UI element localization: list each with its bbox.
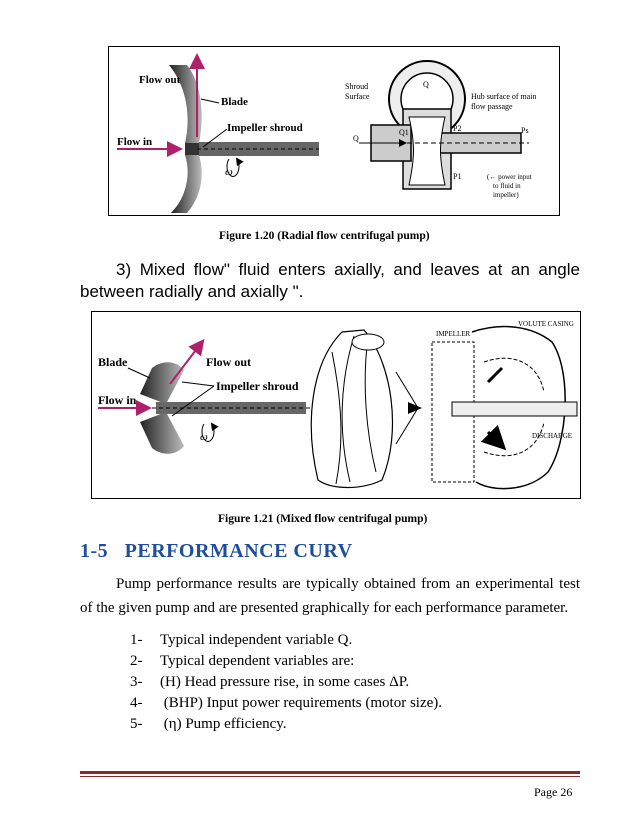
figure2-caption: Figure 1.21 (Mixed flow centrifugal pump) <box>218 513 428 525</box>
section-number: 1-5 <box>80 540 109 562</box>
fig1-hub-label-2: flow passage <box>471 102 513 111</box>
figure-mixed-flow-pump <box>91 311 581 499</box>
fig1-shroud-label-2: Surface <box>345 92 370 101</box>
page-number: Page 26 <box>534 785 573 799</box>
fig2-volute-label: VOLUTE CASING <box>518 320 574 328</box>
fig1-blade-label: Blade <box>221 96 248 108</box>
fig2-flow-in-label: Flow in <box>98 393 137 407</box>
fig2-omega-label: ω <box>200 431 208 443</box>
fig1-q-top-label: Q <box>423 80 429 89</box>
fig1-p1-label: P1 <box>453 172 462 181</box>
performance-paragraph: Pump performance results are typically obtained from an experimental test of the given pump and are presented graphically for each performance parameter. <box>80 576 580 616</box>
fig1-power-label-2: to fluid in <box>493 182 521 190</box>
fig1-q1-label: Q1 <box>399 128 409 137</box>
list-item: 3- (H) Head pressure rise, in some cases ΔP. <box>130 674 410 690</box>
fig2-impeller-shroud-label: Impeller shroud <box>216 379 299 393</box>
figure-radial-flow-pump <box>108 46 560 216</box>
radial-flow-diagram <box>109 47 559 215</box>
fig1-q-left-label: Q <box>353 134 359 143</box>
fig1-flow-in-label: Flow in <box>117 136 153 148</box>
list-item: 4- (BHP) Input power requirements (motor size). <box>130 695 443 711</box>
fig1-power-label-3: impeller) <box>493 191 519 199</box>
footer-rule-thick <box>80 771 580 774</box>
fig1-flow-out-label: Flow out <box>139 74 181 86</box>
footer-rule-thin <box>80 776 580 777</box>
fig2-impeller-label: IMPELLER <box>436 330 471 338</box>
list-item: 5- (η) Pump efficiency. <box>130 716 287 732</box>
mixed-flow-diagram <box>92 312 580 498</box>
fig1-ps-label: Ps <box>521 126 529 135</box>
section-title: PERFORMANCE CURV <box>124 540 353 562</box>
fig2-flow-out-label: Flow out <box>206 355 251 369</box>
fig1-power-label-1: (← power input <box>487 173 532 181</box>
paragraph-mixed-flow: 3) Mixed flow" fluid enters axially, and leaves at an angle between radially and axially ". <box>80 260 580 301</box>
fig1-impeller-shroud-label: Impeller shroud <box>227 122 303 134</box>
section-heading <box>80 540 353 563</box>
fig1-p2-label: P2 <box>453 124 462 133</box>
fig2-blade-label: Blade <box>98 355 128 369</box>
list-item: 1- Typical independent variable Q. <box>130 632 353 648</box>
fig2-discharge-label: DISCHARGE <box>532 432 573 440</box>
fig1-shroud-label-1: Shroud <box>345 82 369 91</box>
fig1-hub-label-1: Hub surface of main <box>471 92 537 101</box>
fig1-omega-label: ω <box>225 166 233 178</box>
list-item: 2- Typical dependent variables are: <box>130 653 355 669</box>
figure1-caption: Figure 1.20 (Radial flow centrifugal pump) <box>219 230 430 242</box>
